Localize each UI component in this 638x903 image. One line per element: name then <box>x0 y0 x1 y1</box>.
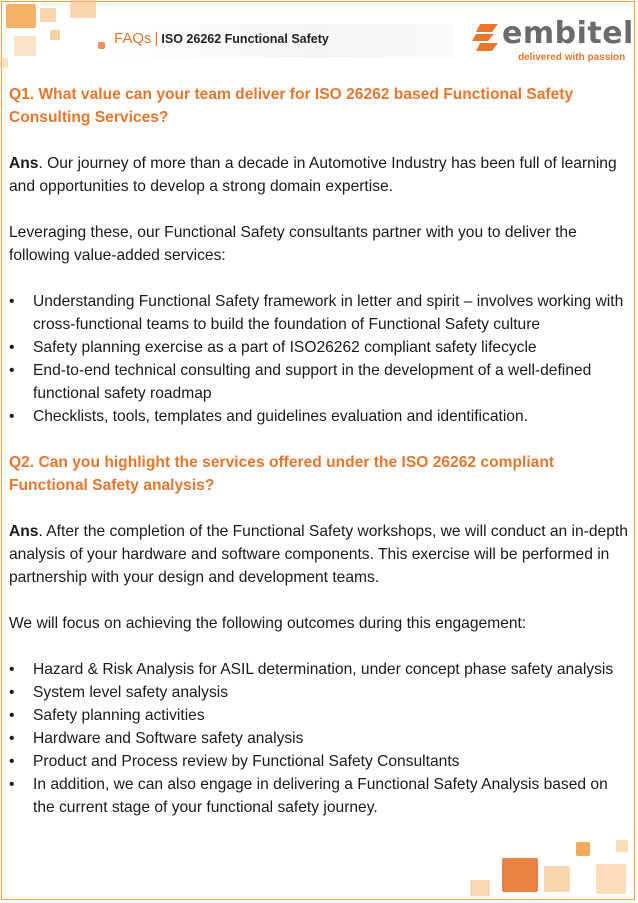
bullet-icon: • <box>9 362 15 379</box>
bullet-icon: • <box>9 776 15 793</box>
decor-square <box>502 858 538 892</box>
bullet-icon: • <box>9 408 15 425</box>
embitel-logo <box>472 14 632 64</box>
answer-2 <box>9 520 629 589</box>
topic-label: ISO 26262 Functional Safety <box>161 32 329 46</box>
bullet-icon: • <box>9 753 15 770</box>
bullet-icon: • <box>9 339 15 356</box>
list-item: • Safety planning exercise as a part of ISO26262 compliant safety lifecycle <box>9 336 629 359</box>
decor-square <box>470 880 490 896</box>
answer-2-para2: We will focus on achieving the following outcomes during this engagement: <box>9 615 527 632</box>
answer-2-label: Ans <box>9 523 39 540</box>
decor-square <box>616 840 628 852</box>
list-item: • Safety planning activities <box>9 704 629 727</box>
question-2: Q2. Can you highlight the services offered under the ISO 26262 compliant Functional Safety analysis? <box>9 454 555 494</box>
answer-2-text: . After the completion of the Functional Safety workshops, we will conduct an in-depth analysis of your hardware and software components. This exercise will be performed in partnership with your design and development teams. <box>9 523 628 586</box>
breadcrumb <box>114 30 329 47</box>
answer-1-text: . Our journey of more than a decade in Automotive Industry has been full of learning and opportunities to develop a strong domain expertise. <box>9 155 617 195</box>
q2-bullet-list <box>9 658 629 819</box>
logo-mark-icon <box>472 20 502 54</box>
bullet-icon: • <box>9 661 15 678</box>
list-item: • End-to-end technical consulting and support in the development of a well-defined functional safety roadmap <box>9 359 629 405</box>
bullet-icon: • <box>9 684 15 701</box>
bullet-icon: • <box>9 730 15 747</box>
section-label: FAQs <box>114 30 152 47</box>
decor-square <box>596 864 626 894</box>
question-1: Q1. What value can your team deliver for ISO 26262 based Functional Safety Consulting Services? <box>9 86 574 126</box>
list-item: • System level safety analysis <box>9 681 629 704</box>
list-item: • Checklists, tools, templates and guidelines evaluation and identification. <box>9 405 629 428</box>
list-item: • Hazard & Risk Analysis for ASIL determination, under concept phase safety analysis <box>9 658 629 681</box>
list-item: • In addition, we can also engage in delivering a Functional Safety Analysis based on the current stage of your functional safety journey. <box>9 773 629 819</box>
decor-square <box>544 866 570 892</box>
decor-square <box>576 842 590 856</box>
bullet-icon: • <box>9 707 15 724</box>
answer-1 <box>9 152 629 198</box>
list-item: • Product and Process review by Functional Safety Consultants <box>9 750 629 773</box>
page-header <box>0 0 638 70</box>
logo-tagline: delivered with passion <box>518 52 626 63</box>
q1-bullet-list <box>9 290 629 428</box>
list-item: • Hardware and Software safety analysis <box>9 727 629 750</box>
answer-1-label: Ans <box>9 155 39 172</box>
logo-wordmark: embitel <box>502 16 634 51</box>
answer-1-para2: Leveraging these, our Functional Safety consultants partner with you to deliver the following value-added services: <box>9 224 577 264</box>
faq-content <box>9 83 629 819</box>
bullet-icon: • <box>9 293 15 310</box>
breadcrumb-separator: | <box>154 30 159 47</box>
list-item: • Understanding Functional Safety framework in letter and spirit – involves working with cross-functional teams to build the foundation of Functional Safety culture <box>9 290 629 336</box>
